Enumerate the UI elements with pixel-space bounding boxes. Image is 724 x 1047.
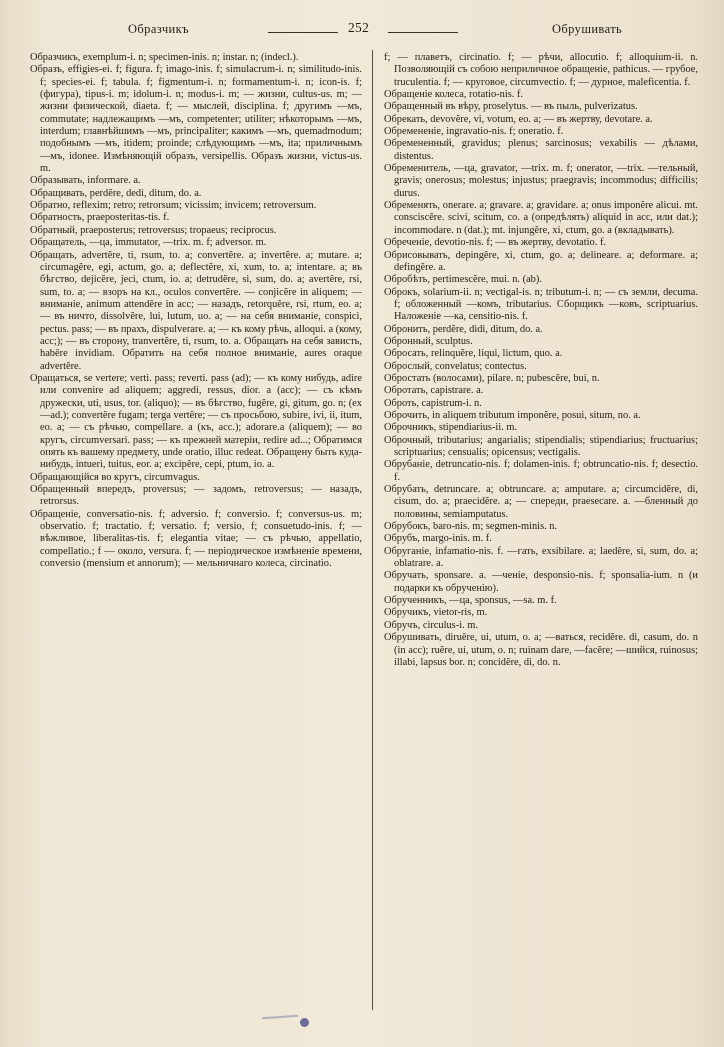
dictionary-entry: Обратно, reflexim; retro; retrorsum; vicissim; invicem; retroversum.	[30, 200, 317, 212]
dictionary-entry: Образъ, effigies-ei. f; figura. f; imago-inis. f; simulacrum-i. n; similitudo-inis. f; species-ei. f; tabula. f; figmentum-i. n; formamentum-i. n; icon-is. f; (фигура), tipus-i. m; idolum-i. n; modus-i. m; — жизни, cultus-us. m; — жизни физической, diaeta. f; — мыслей, disciplina. f; другимъ —мъ, commutate; надлежащимъ —мъ, competenter; utiliter; нѣкоторымъ —мъ, interdum; главнѣйшимъ —мъ, principaliter; какимъ —мъ, quemadmodum; подобнымъ —мъ, itidem; proinde; слѣдующимъ —мъ, ita; приличнымъ —мъ, idonee. Измѣняющій образъ, versipellis. Образъ жизни, victus-us. m.	[30, 64, 362, 175]
left-column	[30, 52, 362, 1032]
dictionary-entry: Обращеніе, conversatio-nis. f; adversio. f; conversio. f; conversus-us. m; observatio. f; tractatio. f; versatio. f; versio, f; consuetudo-inis. f; — вѣжливое, liberalitas-tis. f; elegantia vitae; — съ рѣчью, appellatio, compellatio.; f — около, versura. f; — періодическое измѣненіе времени, conversio (mensium et annorum); — мельничнаго колеса, circinatio.	[30, 508, 362, 570]
running-header	[30, 22, 694, 42]
dictionary-entry: Обручъ, circulus-i. m.	[384, 619, 478, 631]
dictionary-entry: Обратность, praeposteritas-tis. f.	[30, 212, 170, 224]
dictionary-entry: Обронный, sculptus.	[384, 335, 473, 347]
dictionary-entry: Оброчный, tributarius; angarialis; stipendialis; stipendiarius; fructuarius; scriptuarius; censualis; opicensus; vectigalis.	[384, 434, 698, 458]
dictionary-entry: Обруганіе, infamatio-nis. f. —гать, exsibilare. a; laedĕre, si, sum, do. a; oblatrare. a.	[384, 545, 698, 570]
dictionary-entry: Обрубать, detruncare. a; obtruncare. a; amputare. a; circumcidĕre, di, cisum, do. a; praecidĕre. a; — спереди, praesecare. a. —бленный до половины, semiamputatus.	[384, 484, 698, 520]
dictionary-entry: Образчикъ, exemplum-i. n; specimen-inis. n; instar. n; (indecl.).	[30, 52, 299, 63]
dictionary-entry: Обрисовывать, depingĕre, xi, ctum, go. a; delineare. a; deformare. a; defingĕre. a.	[384, 249, 698, 273]
dictionary-entry: Оброть, capistrum-i. n.	[384, 397, 482, 409]
dictionary-entry: Обрученникъ, —ца, sponsus, —sa. m. f.	[384, 595, 557, 607]
dictionary-entry: Оброчникъ, stipendiarius-ii. m.	[384, 422, 518, 434]
dictionary-entry: Обробѣть, pertimescĕre, mui. n. (ab).	[384, 274, 542, 286]
dictionary-entry: Обротать, capistrare. a.	[384, 385, 484, 397]
header-rule-right	[388, 32, 458, 33]
dictionary-entry: Оброчить, in aliquem tributum imponĕre, posui, situm, no. a.	[384, 409, 641, 421]
dictionary-entry: Обручать, sponsare. a. —ченіе, desponsio-nis. f; sponsalia-ium. n (и подарки къ обрученію).	[384, 570, 698, 594]
dictionary-entry: f; — плаветъ, circinatio. f; — рѣчи, allocutio. f; alloquium-ii. n. Позволяющій съ собою неприличное обращеніе, pathicus. — грубое, truculentia. f; — круговое, circumvectio. f; — дурное, maleficentia. f.	[384, 52, 698, 88]
ink-blot	[300, 1018, 309, 1027]
dictionary-entry: Обрубаніе, detruncatio-nis. f; dolamen-inis. f; obtruncatio-nis. f; desectio. f.	[384, 459, 698, 483]
dictionary-entry: Обронить, perdĕre, didi, ditum, do. a.	[384, 323, 543, 335]
dictionary-entry: Обремененіе, ingravatio-nis. f; oneratio. f.	[384, 126, 564, 138]
dictionary-entry: Оброкъ, solarium-ii. n; vectigal-is. n; tributum-i. n; — съ земли, decuma. f; обложенный —комъ, tributarius. Сборщикъ —ковъ, scriptuarius. Наложеніе —ка, censitio-nis. f.	[384, 286, 698, 323]
dictionary-entry: Оращаться, se vertere; verti. pass; reverti. pass (ad); — къ кому нибудь, adire или convenire ad aliquem; aggredi, ressus, dior. a (acc); — съ кѣмъ дружески, uti, usus, tor. (aliquo); — въ бѣгство, fugĕre, gi, gitum, go. n; (ex—ad.); convertĕre fugam; terga vertĕre; — съ просьбою, subire, ivi, ii, itum, eo. a; — съ рѣчью, compellare. a (къ, acc.); adorare.a (aliquem); — во кругъ, circumversari. pass; — къ прежней матеріи, redire ad...; Обратимся опять къ вашему предмету, unde oratio, illuc redeat. Обращену быть куда-нибудь, intueri, tuitus, eor. a; excipĕre, cepi, ptum, io. a.	[30, 372, 362, 471]
dictionary-entry: Оброслый, convelatus; contectus.	[384, 360, 527, 372]
dictionary-entry: Обращающійся во кругъ, circumvagus.	[30, 471, 200, 483]
dictionary-entry: Обреченіе, devotio-nis. f; — въ жертву, devotatio. f.	[384, 237, 607, 249]
dictionary-entry: Обростать (волосами), pilare. n; pubescĕre, bui, n.	[384, 372, 600, 384]
dictionary-entry: Обращать, advertĕre, ti, rsum, to. a; convertĕre. a; invertĕre. a; mutare. a; circumagĕre, egi, actum, go. a; deflectĕre, xi, xum, to. a; intentare. a; въ бѣгство, dejicĕre, jeci, ctum, io. a; detrudĕre, si, sum, do. a; avertĕre, rsi, sum, to. a; — взоръ на кл., oculos convertĕre. — conjicĕre in aliquem; — вниманіе, animum attendĕre in acc; — назадъ, retorquĕre, rsi, rtum, eo. a; — въ ничто, dissolvĕre, lui, lutum, uo. a; — на себя вниманіе, conspici, pectus. pass; — въ прахъ, dispulverare. a; — къ кому рѣчь, alloqui. a (кому, acc;); — въ сторону, tranvertĕre, ti, rsum, to. a. Обращать на себя зависть, habēre invidiam. Обратить на себя полное вниманіе, aures oraque advertĕre.	[30, 249, 362, 372]
right-column	[384, 52, 698, 692]
dictionary-entry: Обрубокъ, baro-nis. m; segmen-minis. n.	[384, 521, 558, 533]
dictionary-entry: Обращивать, perdĕre, dedi, ditum, do. a.	[30, 187, 202, 199]
header-right-word: Обрушивать	[552, 22, 623, 36]
dictionary-entry: Обросать, relinquĕre, liqui, lictum, quo. a.	[384, 348, 563, 360]
page-number: 252	[348, 20, 370, 35]
dictionary-entry: Обращенный въ вѣру, proselytus. — въ пыль, pulverizatus.	[384, 101, 638, 113]
header-left-word: Образчикъ	[128, 22, 189, 36]
dictionary-entry: Обратный, praeposterus; retroversus; tropaeus; reciprocus.	[30, 224, 277, 236]
dictionary-entry: Образывать, informare. a.	[30, 175, 141, 187]
column-divider	[372, 50, 373, 1010]
header-rule-left	[268, 32, 338, 33]
dictionary-entry: Обрекать, devovĕre, vi, votum, eo. a; — въ жертву, devotare. a.	[384, 113, 653, 125]
dictionary-entry: Обручикъ, vietor-ris, m.	[384, 607, 488, 619]
dictionary-entry: Обращатель, —ца, immutator, —trix. m. f; adversor. m.	[30, 237, 267, 249]
dictionary-entry: Обрубъ, margo-inis. m. f.	[384, 533, 492, 545]
dictionary-entry: Обремененный, gravidus; plenus; sarcinosus; vexabilis — дѣлами, distentus.	[384, 138, 698, 162]
dictionary-entry: Обращеніе колеса, rotatio-nis. f.	[384, 89, 524, 101]
dictionary-entry: Обрушивать, diruĕre, ui, utum, o. a; —ваться, recidĕre. di, casum, do. n (in acc); ruĕre, ui, utum, o. n; ruinam dare, —facĕre; —шийся, ruinosus; illabi, lapsus bor. n; concidĕre, di, do. n.	[384, 632, 698, 668]
dictionary-entry: Обременять, onerare. a; gravare. a; gravidare. a; onus imponĕre alicui. mt. consciscĕre. scivi, scitum, co. a (опредѣлять) aliquid in acc, или dat.); incommodare. n (dat.); mt. injungĕre, xi, ctum, go. a (вкладывать).	[384, 200, 698, 236]
dictionary-entry: Обращенный впередъ, proversus; — задомъ, retroversus; — назадъ, retrorsus.	[30, 484, 362, 508]
dictionary-entry: Обременитель, —ца, gravator, —trix. m. f; onerator, —trix. —тельный, gravis; onerosus; molestus; injustus; praegravis; incommodus; difficilis; durus.	[384, 163, 698, 199]
